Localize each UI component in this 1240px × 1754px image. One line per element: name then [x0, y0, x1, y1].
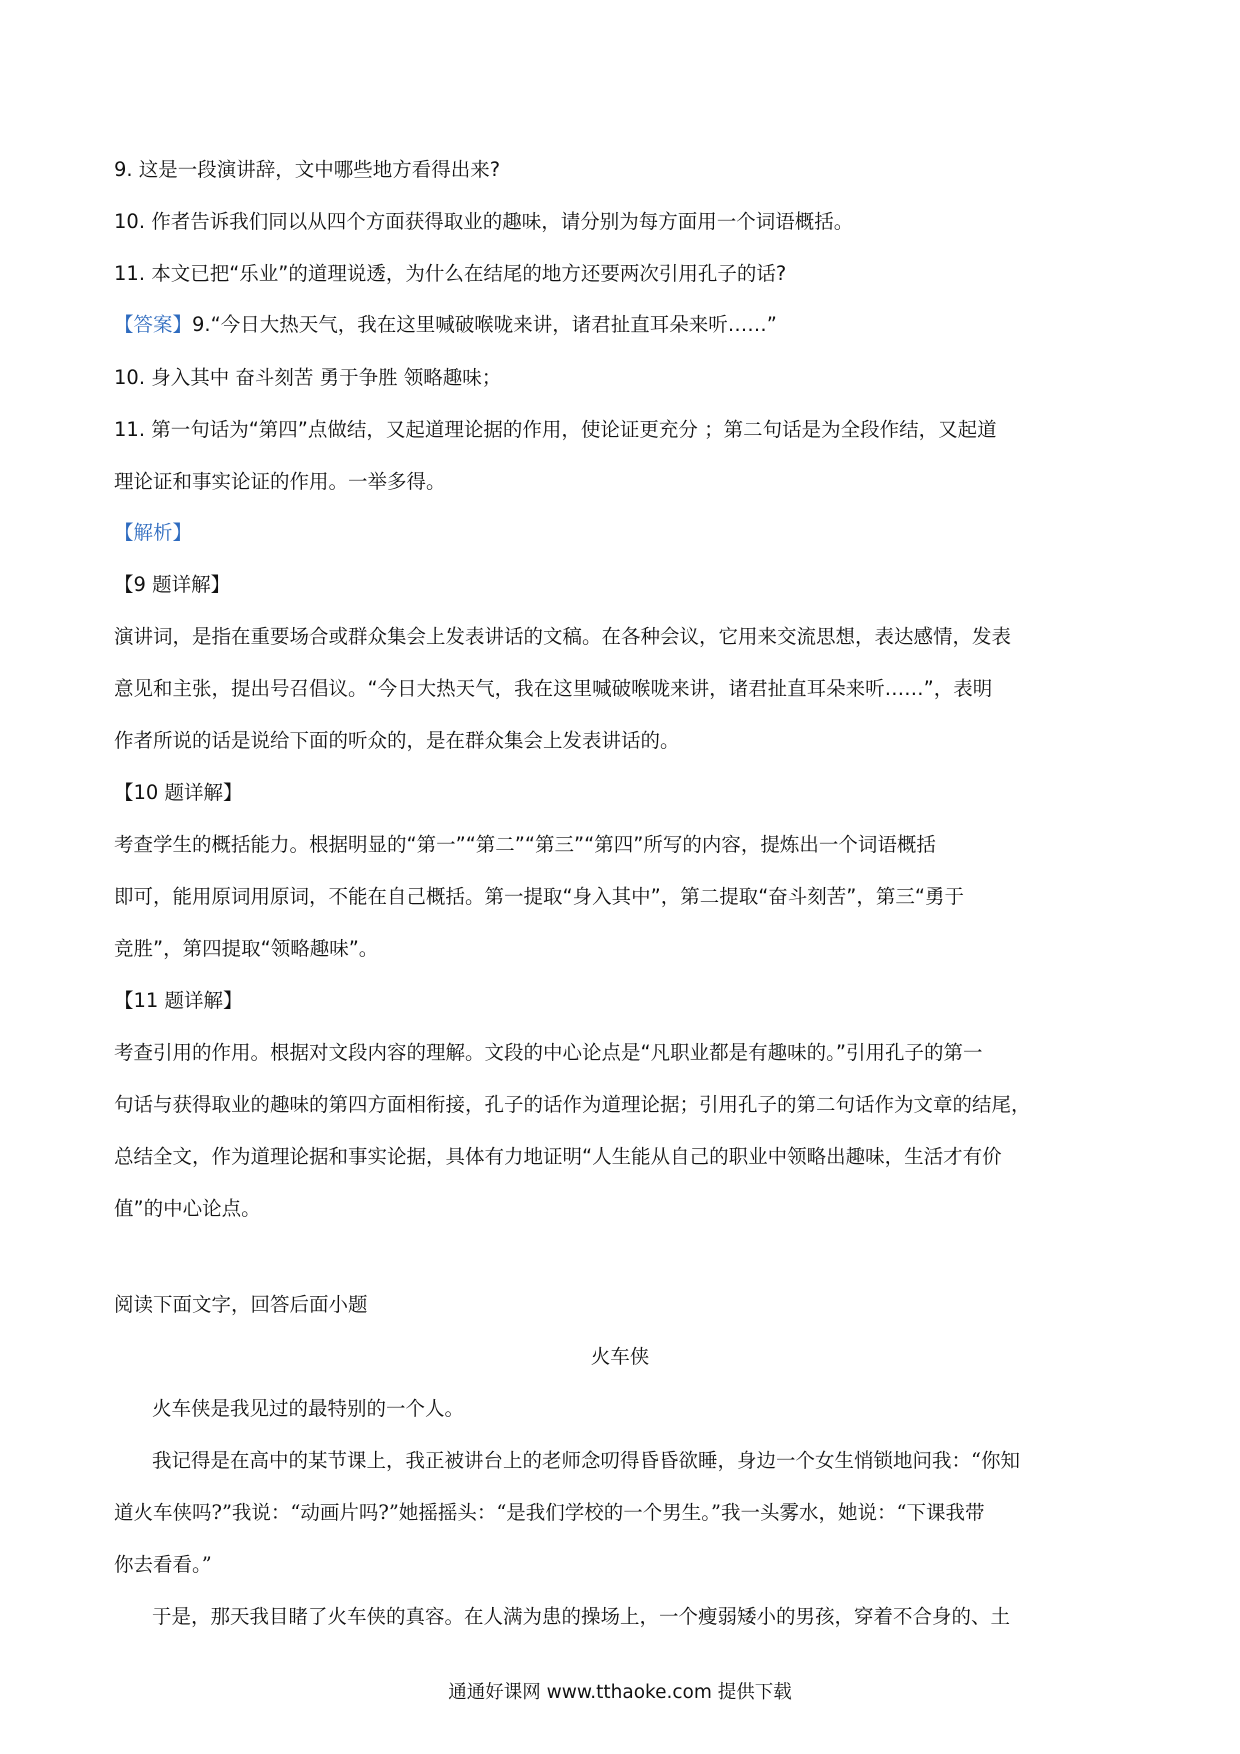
footer-credit: 通通好课网 www.tthaoke.com 提供下载 [448, 1682, 792, 1703]
answer-9-row [114, 313, 1134, 337]
detail-11-title: 【11 题详解】 [114, 989, 243, 1012]
passage-paragraph-2-line: 你去看看。” [114, 1553, 212, 1576]
detail-9-line: 作者所说的话是说给下面的听众的，是在群众集会上发表讲话的。 [114, 729, 680, 752]
passage-paragraph-1: 火车侠是我见过的最特别的一个人。 [152, 1397, 465, 1420]
answer-11-line-2: 理论证和事实论证的作用。一举多得。 [114, 470, 446, 493]
passage-paragraph-2-line: 道火车侠吗?”我说：“动画片吗?”她摇摇头：“是我们学校的一个男生。”我一头雾水，她说：“下课我带 [114, 1501, 985, 1524]
reading-instruction: 阅读下面文字，回答后面小题 [114, 1293, 368, 1316]
detail-10-title: 【10 题详解】 [114, 781, 243, 804]
detail-11-line: 值”的中心论点。 [114, 1197, 261, 1220]
answer-10: 10. 身入其中 奋斗刻苦 勇于争胜 领略趣味； [114, 366, 502, 389]
answer-11-line-1: 11. 第一句话为“第四”点做结，又起道理论据的作用，使论证更充分 ；第二句话是为全段作结，又起道 [114, 418, 997, 441]
detail-11-line: 考查引用的作用。根据对文段内容的理解。文段的中心论点是“凡职业都是有趣味的。”引用孔子的第一 [114, 1041, 983, 1064]
detail-10-line: 考查学生的概括能力。根据明显的“第一”“第二”“第三”“第四”所写的内容，提炼出一个词语概括 [114, 833, 936, 856]
detail-9-line: 演讲词，是指在重要场合或群众集会上发表讲话的文稿。在各种会议，它用来交流思想，表达感情，发表 [114, 625, 1012, 648]
answer-label: 【答案】 [114, 313, 193, 336]
detail-10-line: 即可，能用原词用原词，不能在自己概括。第一提取“身入其中”，第二提取“奋斗刻苦”，第三“勇于 [114, 885, 965, 908]
passage-title: 火车侠 [590, 1345, 650, 1368]
answer-9: 9.“今日大热天气，我在这里喊破喉咙来讲，诸君扯直耳朵来听……” [192, 313, 777, 336]
question-9: 9. 这是一段演讲辞，文中哪些地方看得出来? [114, 158, 501, 181]
detail-9-line: 意见和主张，提出号召倡议。“今日大热天气，我在这里喊破喉咙来讲，诸君扯直耳朵来听……”，表明 [114, 677, 993, 700]
question-11: 11. 本文已把“乐业”的道理说透，为什么在结尾的地方还要两次引用孔子的话? [114, 262, 787, 285]
analysis-label: 【解析】 [114, 521, 193, 544]
question-10: 10. 作者告诉我们同以从四个方面获得取业的趣味，请分别为每方面用一个词语概括。 [114, 210, 854, 233]
detail-11-line: 句话与获得取业的趣味的第四方面相衔接，孔子的话作为道理论据；引用孔子的第二句话作为文章的结尾， [114, 1093, 1031, 1116]
detail-10-line: 竞胜”，第四提取“领略趣味”。 [114, 937, 379, 960]
detail-9-title: 【9 题详解】 [114, 573, 231, 596]
detail-11-line: 总结全文，作为道理论据和事实论据，具体有力地证明“人生能从自己的职业中领略出趣味，生活才有价 [114, 1145, 1002, 1168]
passage-paragraph-2-line: 我记得是在高中的某节课上，我正被讲台上的老师念叨得昏昏欲睡，身边一个女生悄锁地问我：“你知 [152, 1449, 1020, 1472]
passage-paragraph-3: 于是，那天我目睹了火车侠的真容。在人满为患的操场上，一个瘦弱矮小的男孩，穿着不合身的、土 [152, 1605, 1011, 1628]
